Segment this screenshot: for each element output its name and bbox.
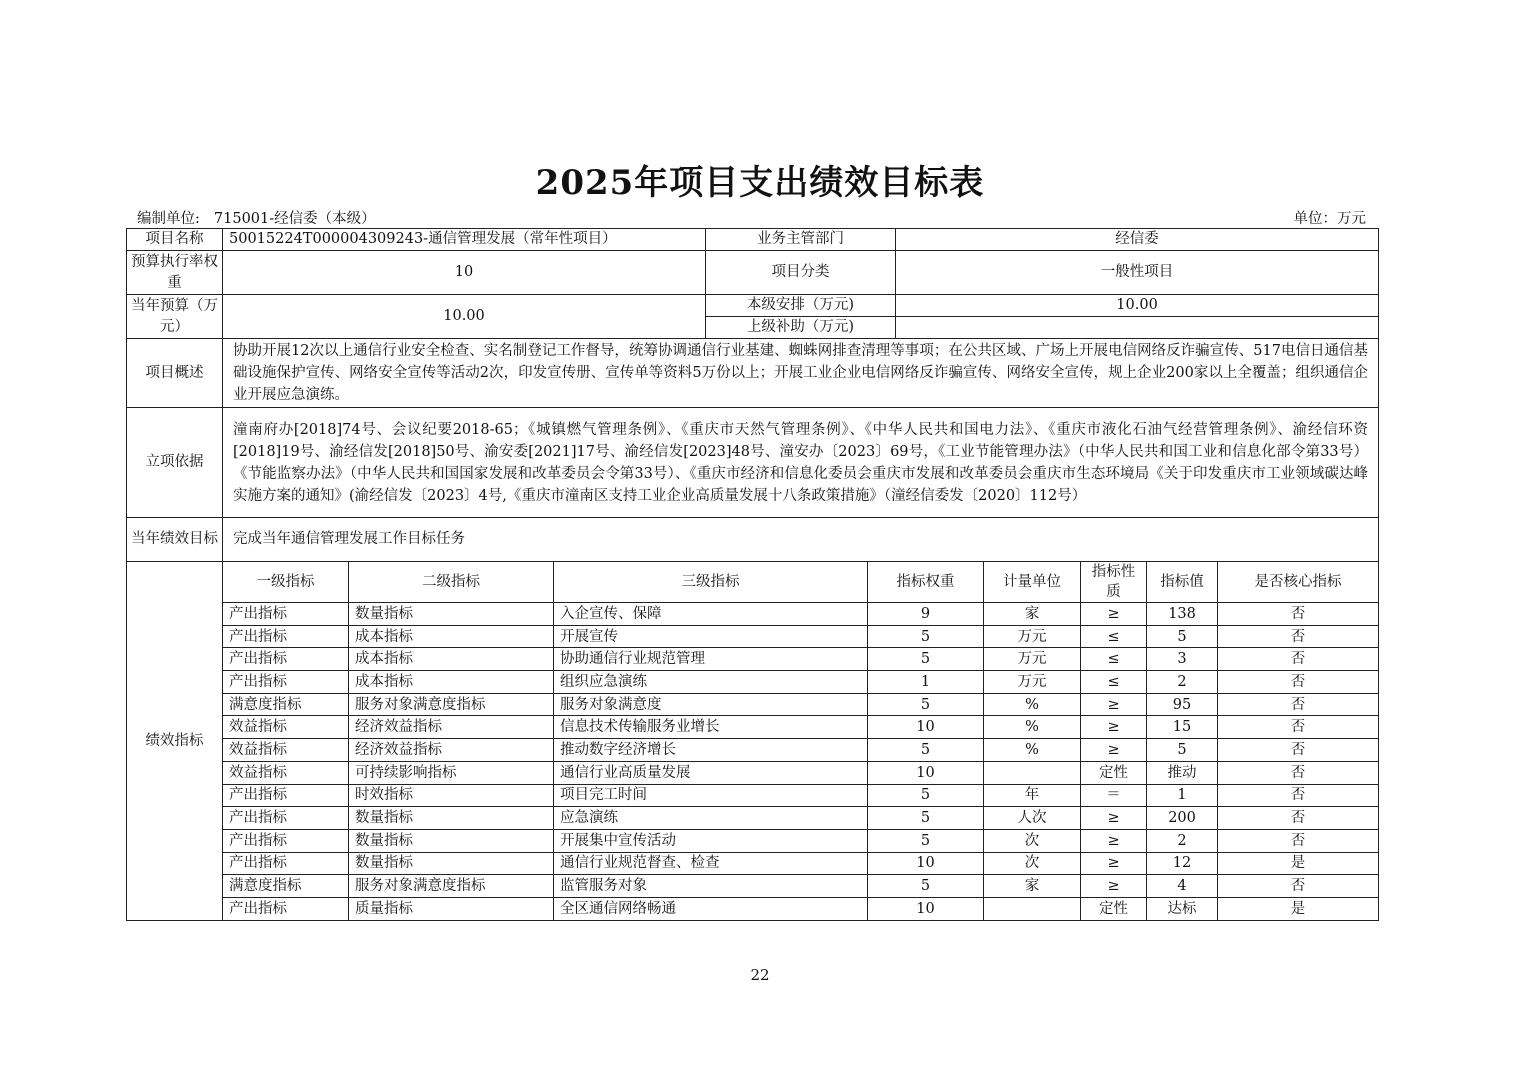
level2-cell: 数量指标 <box>349 603 554 626</box>
nature-cell: ≥ <box>1081 852 1147 875</box>
unit-cell: % <box>984 716 1081 739</box>
core-cell: 否 <box>1218 761 1379 784</box>
level1-cell: 产出指标 <box>223 648 349 671</box>
performance-table <box>126 228 1379 921</box>
value-cell: 12 <box>1147 852 1218 875</box>
local-arrangement-label: 本级安排（万元) <box>706 295 896 317</box>
level2-cell: 成本指标 <box>349 625 554 648</box>
unit-cell: 家 <box>984 875 1081 898</box>
core-cell: 否 <box>1218 693 1379 716</box>
table-row <box>127 671 1379 694</box>
nature-cell: ≥ <box>1081 739 1147 762</box>
value-cell: 5 <box>1147 739 1218 762</box>
value-cell: 2 <box>1147 671 1218 694</box>
value-cell: 1 <box>1147 784 1218 807</box>
level1-cell: 产出指标 <box>223 671 349 694</box>
currency-unit: 单位：万元 <box>1293 211 1366 227</box>
table-row <box>127 693 1379 716</box>
local-arrangement-value: 10.00 <box>896 295 1379 317</box>
weight-cell: 10 <box>868 761 984 784</box>
level2-cell: 成本指标 <box>349 671 554 694</box>
level2-cell: 可持续影响指标 <box>349 761 554 784</box>
unit-cell: 次 <box>984 852 1081 875</box>
core-cell: 否 <box>1218 648 1379 671</box>
level1-cell: 产出指标 <box>223 829 349 852</box>
table-row <box>127 807 1379 830</box>
core-cell: 否 <box>1218 671 1379 694</box>
level2-cell: 数量指标 <box>349 807 554 830</box>
value-cell: 4 <box>1147 875 1218 898</box>
level2-cell: 时效指标 <box>349 784 554 807</box>
goal-label: 当年绩效目标 <box>127 518 223 562</box>
overview-text: 协助开展12次以上通信行业安全检查、实名制登记工作督导，统筹协调通信行业基建、蜘蛛网排查清理等事项；在公共区域、广场上开展电信网络反诈骗宣传、517电信日通信基础设施保护宣传、网络安全宣传等活动2次，印发宣传册、宣传单等资料5万份以上；开展工业企业电信网络反诈骗宣传、网络安全宣传，规上企业200家以上全覆盖；组织通信企业开展应急演练。 <box>223 339 1379 408</box>
basis-text: 潼南府办[2018]74号、会议纪要2018-65；《城镇燃气管理条例》、《重庆市天然气管理条例》、《中华人民共和国电力法》、《重庆市液化石油气经营管理条例》、渝经信环资[2018]19号、渝经信发[2018]50号、渝安委[2021]17号、渝经信发[2023]48号、潼安办〔2023〕69号，《工业节能管理办法》（中华人民共和国工业和信息化部令第33号）《节能监察办法》（中华人民共和国国家发展和改革委员会令第33号）、《重庆市经济和信息化委员会重庆市发展和改革委员会重庆市生态环境局《关于印发重庆市工业领域碳达峰实施方案的通知》(渝经信发〔2023〕4号,《重庆市潼南区支持工业企业高质量发展十八条政策措施》（潼经信委发〔2020〕112号） <box>223 408 1379 518</box>
nature-cell: ≥ <box>1081 807 1147 830</box>
unit-cell <box>984 761 1081 784</box>
level3-cell: 项目完工时间 <box>554 784 868 807</box>
level3-cell: 开展宣传 <box>554 625 868 648</box>
core-cell: 是 <box>1218 852 1379 875</box>
level3-cell: 信息技术传输服务业增长 <box>554 716 868 739</box>
core-cell: 否 <box>1218 829 1379 852</box>
table-row <box>127 761 1379 784</box>
value-cell: 95 <box>1147 693 1218 716</box>
weight-cell: 5 <box>868 693 984 716</box>
weight-cell: 5 <box>868 829 984 852</box>
overview-row <box>127 339 1379 408</box>
category-label: 项目分类 <box>706 251 896 295</box>
weight-row <box>127 251 1379 295</box>
level3-cell: 协助通信行业规范管理 <box>554 648 868 671</box>
column-header: 指标值 <box>1147 562 1218 603</box>
table-row <box>127 852 1379 875</box>
nature-cell: ≥ <box>1081 693 1147 716</box>
weight-cell: 9 <box>868 603 984 626</box>
unit-cell: % <box>984 693 1081 716</box>
table-row <box>127 603 1379 626</box>
nature-cell: 定性 <box>1081 761 1147 784</box>
budget-value: 10.00 <box>223 295 706 339</box>
level3-cell: 组织应急演练 <box>554 671 868 694</box>
level3-cell: 服务对象满意度 <box>554 693 868 716</box>
dept-label: 业务主管部门 <box>706 229 896 251</box>
level2-cell: 服务对象满意度指标 <box>349 693 554 716</box>
page-title: 2025年项目支出绩效目标表 <box>535 163 985 203</box>
table-row <box>127 716 1379 739</box>
core-cell: 否 <box>1218 716 1379 739</box>
project-name-value: 50015224T000004309243-通信管理发展（常年性项目） <box>223 229 706 251</box>
level3-cell: 通信行业高质量发展 <box>554 761 868 784</box>
nature-cell: ≥ <box>1081 716 1147 739</box>
core-cell: 否 <box>1218 784 1379 807</box>
table-row <box>127 829 1379 852</box>
level1-cell: 效益指标 <box>223 761 349 784</box>
level3-cell: 入企宣传、保障 <box>554 603 868 626</box>
dept-value: 经信委 <box>896 229 1379 251</box>
unit-cell: 年 <box>984 784 1081 807</box>
level2-cell: 经济效益指标 <box>349 739 554 762</box>
nature-cell: ≥ <box>1081 875 1147 898</box>
indicators-section-label: 绩效指标 <box>127 562 223 921</box>
column-header: 计量单位 <box>984 562 1081 603</box>
nature-cell: 定性 <box>1081 897 1147 920</box>
category-value: 一般性项目 <box>896 251 1379 295</box>
basis-row <box>127 408 1379 518</box>
budget-row-1 <box>127 295 1379 317</box>
unit-cell: 万元 <box>984 671 1081 694</box>
level2-cell: 成本指标 <box>349 648 554 671</box>
level1-cell: 效益指标 <box>223 716 349 739</box>
unit-cell: 家 <box>984 603 1081 626</box>
page-number: 22 <box>750 966 770 984</box>
core-cell: 是 <box>1218 897 1379 920</box>
level1-cell: 产出指标 <box>223 625 349 648</box>
unit-cell: 次 <box>984 829 1081 852</box>
value-cell: 200 <box>1147 807 1218 830</box>
level1-cell: 满意度指标 <box>223 693 349 716</box>
weight-cell: 10 <box>868 716 984 739</box>
nature-cell: ≥ <box>1081 603 1147 626</box>
level3-cell: 全区通信网络畅通 <box>554 897 868 920</box>
level2-cell: 经济效益指标 <box>349 716 554 739</box>
project-name-row <box>127 229 1379 251</box>
value-cell: 达标 <box>1147 897 1218 920</box>
unit-cell: % <box>984 739 1081 762</box>
basis-label: 立项依据 <box>127 408 223 518</box>
level2-cell: 质量指标 <box>349 897 554 920</box>
table-row <box>127 875 1379 898</box>
column-header: 三级指标 <box>554 562 868 603</box>
weight-cell: 5 <box>868 625 984 648</box>
compiling-unit-label: 编制单位: <box>137 211 200 227</box>
core-cell: 否 <box>1218 603 1379 626</box>
column-header: 指标性质 <box>1081 562 1147 603</box>
budget-label: 当年预算（万元） <box>127 295 223 339</box>
upper-subsidy-label: 上级补助（万元) <box>706 317 896 339</box>
goal-row <box>127 518 1379 562</box>
level1-cell: 满意度指标 <box>223 875 349 898</box>
core-cell: 否 <box>1218 807 1379 830</box>
weight-cell: 5 <box>868 784 984 807</box>
table-row <box>127 784 1379 807</box>
compiling-unit <box>137 207 376 228</box>
value-cell: 5 <box>1147 625 1218 648</box>
unit-cell <box>984 897 1081 920</box>
level3-cell: 监管服务对象 <box>554 875 868 898</box>
level3-cell: 开展集中宣传活动 <box>554 829 868 852</box>
level3-cell: 推动数字经济增长 <box>554 739 868 762</box>
project-name-label: 项目名称 <box>127 229 223 251</box>
level3-cell: 通信行业规范督查、检查 <box>554 852 868 875</box>
core-cell: 否 <box>1218 625 1379 648</box>
weight-cell: 5 <box>868 875 984 898</box>
weight-cell: 1 <box>868 671 984 694</box>
level2-cell: 数量指标 <box>349 829 554 852</box>
value-cell: 2 <box>1147 829 1218 852</box>
column-header: 二级指标 <box>349 562 554 603</box>
value-cell: 138 <box>1147 603 1218 626</box>
value-cell: 推动 <box>1147 761 1218 784</box>
core-cell: 否 <box>1218 739 1379 762</box>
column-header: 是否核心指标 <box>1218 562 1379 603</box>
level1-cell: 产出指标 <box>223 897 349 920</box>
nature-cell: ≤ <box>1081 625 1147 648</box>
weight-cell: 10 <box>868 897 984 920</box>
unit-cell: 万元 <box>984 625 1081 648</box>
column-header: 指标权重 <box>868 562 984 603</box>
level1-cell: 产出指标 <box>223 603 349 626</box>
upper-subsidy-value <box>896 317 1379 339</box>
table-row <box>127 739 1379 762</box>
nature-cell: ≤ <box>1081 648 1147 671</box>
level1-cell: 产出指标 <box>223 784 349 807</box>
weight-cell: 5 <box>868 648 984 671</box>
weight-cell: 5 <box>868 739 984 762</box>
level1-cell: 效益指标 <box>223 739 349 762</box>
weight-label: 预算执行率权重 <box>127 251 223 295</box>
level1-cell: 产出指标 <box>223 807 349 830</box>
level2-cell: 数量指标 <box>349 852 554 875</box>
nature-cell: ＝ <box>1081 784 1147 807</box>
weight-cell: 5 <box>868 807 984 830</box>
core-cell: 否 <box>1218 875 1379 898</box>
overview-label: 项目概述 <box>127 339 223 408</box>
value-cell: 3 <box>1147 648 1218 671</box>
table-row <box>127 648 1379 671</box>
weight-value: 10 <box>223 251 706 295</box>
weight-cell: 10 <box>868 852 984 875</box>
level3-cell: 应急演练 <box>554 807 868 830</box>
goal-text: 完成当年通信管理发展工作目标任务 <box>223 518 1379 562</box>
nature-cell: ≥ <box>1081 829 1147 852</box>
indicator-header-row <box>127 562 1379 603</box>
table-row <box>127 625 1379 648</box>
unit-cell: 万元 <box>984 648 1081 671</box>
table-row <box>127 897 1379 920</box>
nature-cell: ≤ <box>1081 671 1147 694</box>
compiling-unit-value: 715001-经信委（本级） <box>213 211 376 227</box>
column-header: 一级指标 <box>223 562 349 603</box>
level2-cell: 服务对象满意度指标 <box>349 875 554 898</box>
level1-cell: 产出指标 <box>223 852 349 875</box>
unit-cell: 人次 <box>984 807 1081 830</box>
value-cell: 15 <box>1147 716 1218 739</box>
